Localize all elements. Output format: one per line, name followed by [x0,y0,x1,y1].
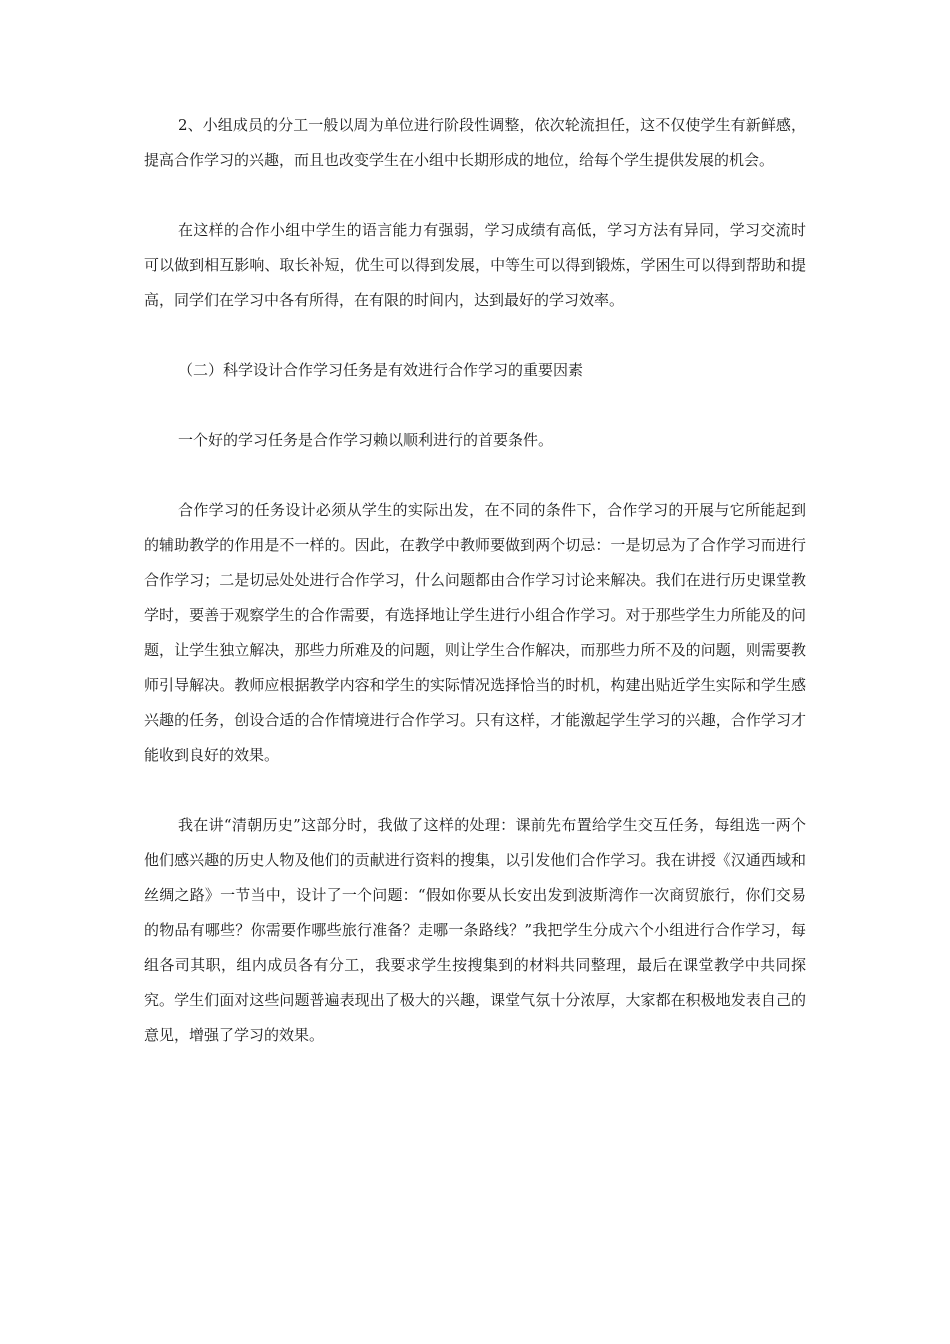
document-body [144,108,806,1088]
section-heading-task-design: （二）科学设计合作学习任务是有效进行合作学习的重要因素 [178,361,584,379]
paragraph-qing-history-example: 我在讲“清朝历史”这部分时，我做了这样的处理：课前先布置给学生交互任务，每组选一两个他们感兴趣的历史人物及他们的贡献进行资料的搜集，以引发他们合作学习。我在讲授《汉通西域和丝绸之路》一节当中，设计了一个问题：“假如你要从长安出发到波斯湾作一次商贸旅行，你们交易的物品有哪些？你需要作哪些旅行准备？走哪一条路线？”我把学生分成六个小组进行合作学习，每组各司其职，组内成员各有分工，我要求学生按搜集到的材料共同整理，最后在课堂教学中共同探究。学生们面对这些问题普遍表现出了极大的兴趣，课堂气氛十分浓厚，大家都在积极地发表自己的意见，增强了学习的效果。 [144,816,806,1044]
paragraph-group-benefits: 在这样的合作小组中学生的语言能力有强弱，学习成绩有高低，学习方法有异同，学习交流时可以做到相互影响、取长补短，优生可以得到发展，中等生可以得到锻炼，学困生可以得到帮助和提高，同学们在学习中各有所得，在有限的时间内，达到最好的学习效率。 [144,221,806,309]
paragraph-task-design: 合作学习的任务设计必须从学生的实际出发，在不同的条件下，合作学习的开展与它所能起到的辅助教学的作用是不一样的。因此，在教学中教师要做到两个切忌：一是切忌为了合作学习而进行合作学习；二是切忌处处进行合作学习，什么问题都由合作学习讨论来解决。我们在进行历史课堂教学时，要善于观察学生的合作需要，有选择地让学生进行小组合作学习。对于那些学生力所能及的问题，让学生独立解决，那些力所难及的问题，则让学生合作解决，而那些力所不及的问题，则需要教师引导解决。教师应根据教学内容和学生的实际情况选择恰当的时机，构建出贴近学生实际和学生感兴趣的任务，创设合适的合作情境进行合作学习。只有这样，才能激起学生学习的兴趣，合作学习才能收到良好的效果。 [144,501,806,764]
paragraph-group-rotation: 2、小组成员的分工一般以周为单位进行阶段性调整，依次轮流担任，这不仅使学生有新鲜感，提高合作学习的兴趣，而且也改变学生在小组中长期形成的地位，给每个学生提供发展的机会。 [144,116,806,169]
paragraph-good-task: 一个好的学习任务是合作学习赖以顺利进行的首要条件。 [178,431,554,449]
